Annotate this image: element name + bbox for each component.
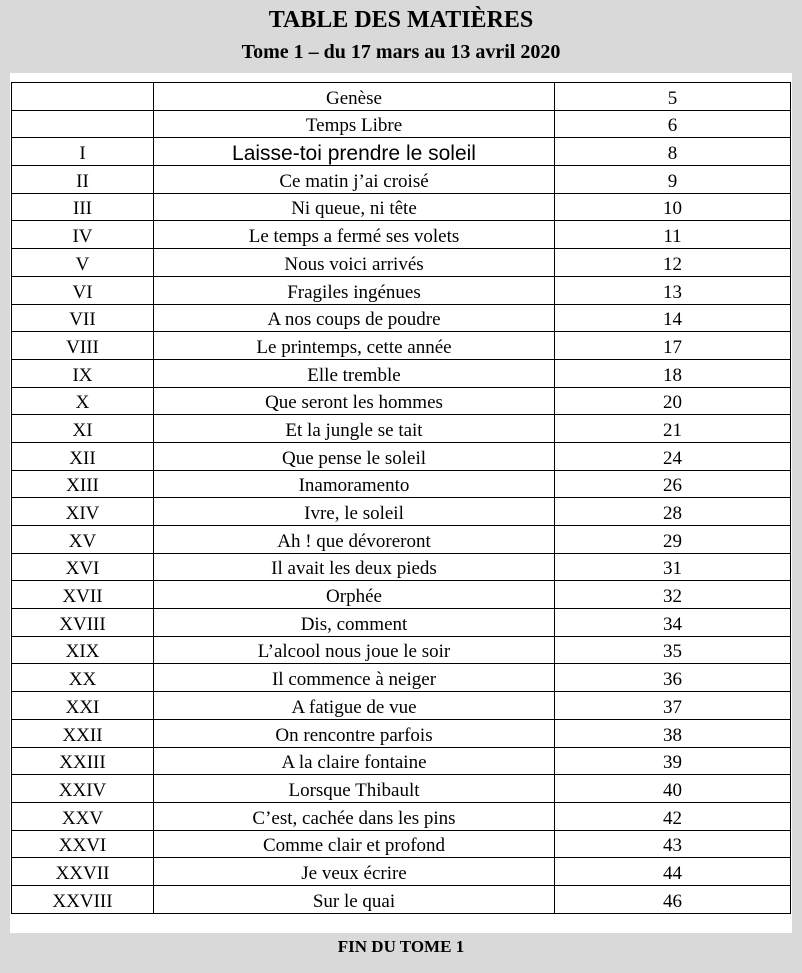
chapter-title: Comme clair et profond [154, 830, 555, 858]
chapter-number: XIII [12, 470, 154, 498]
chapter-title: C’est, cachée dans les pins [154, 802, 555, 830]
table-row [12, 636, 791, 664]
chapter-number: XXIV [12, 775, 154, 803]
chapter-number: XXI [12, 692, 154, 720]
chapter-number: XVIII [12, 609, 154, 637]
chapter-number: XXII [12, 719, 154, 747]
page-number: 13 [555, 276, 791, 304]
page-number: 35 [555, 636, 791, 664]
chapter-number: XXVIII [12, 885, 154, 913]
table-row [12, 276, 791, 304]
chapter-number: XXV [12, 802, 154, 830]
chapter-title: Je veux écrire [154, 858, 555, 886]
chapter-title: Il avait les deux pieds [154, 553, 555, 581]
chapter-number: III [12, 193, 154, 221]
page-number: 17 [555, 332, 791, 360]
chapter-title: Ah ! que dévoreront [154, 526, 555, 554]
page-number: 40 [555, 775, 791, 803]
table-row [12, 415, 791, 443]
chapter-title: Lorsque Thibault [154, 775, 555, 803]
table-row [12, 692, 791, 720]
chapter-title: Genèse [154, 83, 555, 111]
table-row [12, 221, 791, 249]
table-row [12, 802, 791, 830]
chapter-number: XV [12, 526, 154, 554]
table-row [12, 553, 791, 581]
chapter-title: Inamoramento [154, 470, 555, 498]
page-number: 20 [555, 387, 791, 415]
page-number: 29 [555, 526, 791, 554]
chapter-number [12, 83, 154, 111]
table-row [12, 332, 791, 360]
table-row [12, 110, 791, 138]
table-of-contents [11, 82, 791, 914]
chapter-number: XIV [12, 498, 154, 526]
chapter-title: On rencontre parfois [154, 719, 555, 747]
page-number: 26 [555, 470, 791, 498]
chapter-title: Ni queue, ni tête [154, 193, 555, 221]
page-number: 36 [555, 664, 791, 692]
chapter-number: X [12, 387, 154, 415]
chapter-number: XXIII [12, 747, 154, 775]
table-row [12, 719, 791, 747]
table-row [12, 747, 791, 775]
chapter-number: I [12, 138, 154, 166]
page-number: 39 [555, 747, 791, 775]
table-row [12, 581, 791, 609]
chapter-title: Fragiles ingénues [154, 276, 555, 304]
page-number: 38 [555, 719, 791, 747]
table-row [12, 664, 791, 692]
chapter-number: XI [12, 415, 154, 443]
chapter-number: VII [12, 304, 154, 332]
table-row [12, 359, 791, 387]
page-title: TABLE DES MATIÈRES [268, 7, 534, 33]
page-number: 9 [555, 166, 791, 194]
chapter-number: IV [12, 221, 154, 249]
chapter-number: XII [12, 442, 154, 470]
chapter-title: Ivre, le soleil [154, 498, 555, 526]
page-number: 32 [555, 581, 791, 609]
chapter-number: XXVI [12, 830, 154, 858]
page-number: 10 [555, 193, 791, 221]
page-number: 44 [555, 858, 791, 886]
page-number: 34 [555, 609, 791, 637]
page-number: 6 [555, 110, 791, 138]
chapter-number: IX [12, 359, 154, 387]
table-row [12, 138, 791, 166]
chapter-title: Elle tremble [154, 359, 555, 387]
page-number: 42 [555, 802, 791, 830]
table-row [12, 193, 791, 221]
chapter-title: L’alcool nous joue le soir [154, 636, 555, 664]
table-row [12, 609, 791, 637]
chapter-title: Le temps a fermé ses volets [154, 221, 555, 249]
chapter-number: XXVII [12, 858, 154, 886]
chapter-title: A fatigue de vue [154, 692, 555, 720]
footer-note: FIN DU TOME 1 [337, 937, 465, 956]
page-number: 43 [555, 830, 791, 858]
chapter-number [12, 110, 154, 138]
page-number: 5 [555, 83, 791, 111]
chapter-title: Le printemps, cette année [154, 332, 555, 360]
table-row [12, 166, 791, 194]
page-number: 37 [555, 692, 791, 720]
table-row [12, 304, 791, 332]
table-row [12, 775, 791, 803]
page-number: 18 [555, 359, 791, 387]
page-number: 8 [555, 138, 791, 166]
table-row [12, 498, 791, 526]
table-row [12, 830, 791, 858]
page-number: 12 [555, 249, 791, 277]
chapter-number: VIII [12, 332, 154, 360]
chapter-title: Que seront les hommes [154, 387, 555, 415]
table-row [12, 885, 791, 913]
table-row [12, 83, 791, 111]
table-row [12, 249, 791, 277]
chapter-title: A nos coups de poudre [154, 304, 555, 332]
table-row [12, 858, 791, 886]
document-sheet [10, 73, 792, 933]
toc-body [12, 83, 791, 914]
chapter-number: XVI [12, 553, 154, 581]
chapter-title: Sur le quai [154, 885, 555, 913]
chapter-title: Ce matin j’ai croisé [154, 166, 555, 194]
chapter-title: Que pense le soleil [154, 442, 555, 470]
chapter-title: Laisse-toi prendre le soleil [154, 138, 555, 166]
chapter-title: A la claire fontaine [154, 747, 555, 775]
table-row [12, 387, 791, 415]
table-row [12, 442, 791, 470]
chapter-title: Et la jungle se tait [154, 415, 555, 443]
chapter-title: Orphée [154, 581, 555, 609]
page-subtitle: Tome 1 – du 17 mars au 13 avril 2020 [241, 41, 561, 63]
page-number: 28 [555, 498, 791, 526]
page-number: 11 [555, 221, 791, 249]
chapter-number: V [12, 249, 154, 277]
page-number: 31 [555, 553, 791, 581]
chapter-number: II [12, 166, 154, 194]
chapter-title: Temps Libre [154, 110, 555, 138]
chapter-number: XIX [12, 636, 154, 664]
chapter-title: Nous voici arrivés [154, 249, 555, 277]
table-row [12, 470, 791, 498]
page-number: 21 [555, 415, 791, 443]
chapter-title: Dis, comment [154, 609, 555, 637]
table-row [12, 526, 791, 554]
chapter-number: VI [12, 276, 154, 304]
chapter-title: Il commence à neiger [154, 664, 555, 692]
chapter-number: XX [12, 664, 154, 692]
page-number: 24 [555, 442, 791, 470]
page-number: 14 [555, 304, 791, 332]
chapter-number: XVII [12, 581, 154, 609]
page-number: 46 [555, 885, 791, 913]
